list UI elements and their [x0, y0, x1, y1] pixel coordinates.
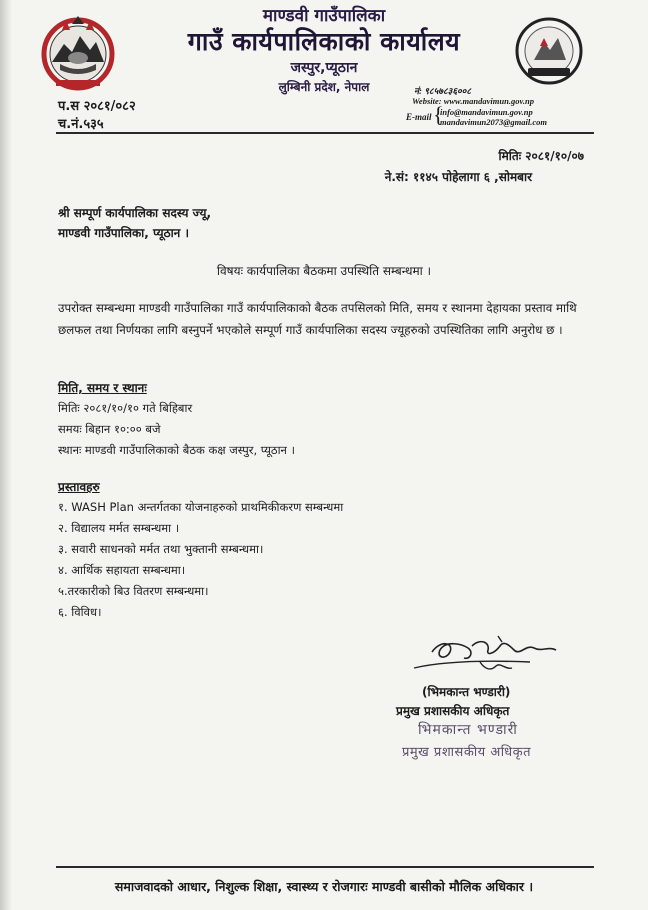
province-name: लुम्बिनी प्रदेश, नेपाल	[278, 80, 370, 94]
meeting-details-heading: मिति, समय र स्थानः	[58, 381, 147, 395]
proposals-heading: प्रस्तावहरु	[58, 480, 100, 494]
proposal-item: १. WASH Plan अन्तर्गतका योजनाहरुको प्राथमिकीकरण सम्बन्धमा	[58, 500, 344, 514]
letter-subject: विषयः कार्यपालिका बैठकमा उपस्थिति सम्बन्धमा ।	[216, 264, 432, 278]
meeting-place: स्थानः माण्डवी गाउँपालिकाको बैठक कक्ष जस्पुर, प्यूठान ।	[58, 443, 295, 457]
office-email-primary: info@mandavimun.gov.np	[440, 107, 533, 117]
office-email-secondary: mandavimun2073@gmail.com	[440, 117, 547, 127]
meeting-date: मितिः २०८१/१०/१० गते बिहिबार	[58, 401, 193, 415]
letter-date: मितिः २०८१/१०/०७	[498, 149, 584, 163]
office-name: गाउँ कार्यपालिकाको कार्यालय	[187, 27, 461, 56]
office-phone: नं: ९८५७८३६००८	[414, 86, 472, 96]
stamp-name: भिमकान्त भण्डारी	[418, 722, 518, 738]
dispatch-number: च.नं.५३५	[58, 117, 104, 132]
page-edge-shadow	[0, 0, 12, 910]
letter-body: उपरोक्त सम्बन्धमा माण्डवी गाउँपालिका गाउँ कार्यपालिकाको बैठक तपसिलको मिति, समय र स्थानमा देहायका प्रस्ताव माथि छलफल तथा निर्णयका लागि बस्नुपर्ने भएकोले सम्पूर्ण गाउँ कार्यपालिका सदस्य ज्यूहरुको उपस्थितिका लागि अनुरोध छ ।	[58, 301, 577, 337]
municipality-name: माण्डवी गाउँपालिका	[262, 6, 386, 26]
nepal-sambat-date: ने.सं: ११४५ पोहेलागा ६ ,सोमबार	[384, 170, 532, 184]
fiscal-year-ref: प.स २०८१/०८२	[58, 99, 136, 114]
addressee-line-1: श्री सम्पूर्ण कार्यपालिका सदस्य ज्यू,	[58, 206, 212, 220]
proposal-item: ४. आर्थिक सहायता सम्बन्धमा।	[58, 563, 186, 577]
office-website: Website: www.mandavimun.gov.np	[412, 96, 535, 106]
addressee-line-2: माण्डवी गाउँपालिका, प्यूठान ।	[58, 226, 190, 240]
proposal-item: ३. सवारी साधनको मर्मत तथा भुक्तानी सम्बन्धमा।	[58, 542, 264, 556]
handwritten-signature	[410, 632, 570, 680]
footer-divider	[56, 866, 594, 868]
email-brace: {	[433, 102, 444, 127]
proposal-item: २. विद्यालय मर्मत सम्बन्धमा ।	[58, 521, 180, 535]
stamp-title: प्रमुख प्रशासकीय अधिकृत	[402, 745, 532, 760]
footer-motto: समाजवादको आधार, निशुल्क शिक्षा, स्वास्थ्य र रोजगारः माण्डवी बासीको मौलिक अधिकार ।	[114, 879, 534, 894]
office-address: जस्पुर,प्यूठान	[290, 60, 358, 76]
signatory-title: प्रमुख प्रशासकीय अधिकृत	[396, 704, 510, 718]
proposal-item: ६. विविध।	[58, 605, 102, 619]
municipality-logo-icon	[514, 16, 584, 86]
signatory-name: (भिमकान्त भण्डारी)	[422, 685, 511, 699]
meeting-time: समयः बिहान १०:०० बजे	[58, 422, 161, 436]
header-divider	[56, 132, 594, 134]
proposal-item: ५.तरकारीको बिउ वितरण सम्बन्धमा।	[58, 584, 209, 598]
email-label: E-mail	[406, 112, 432, 122]
